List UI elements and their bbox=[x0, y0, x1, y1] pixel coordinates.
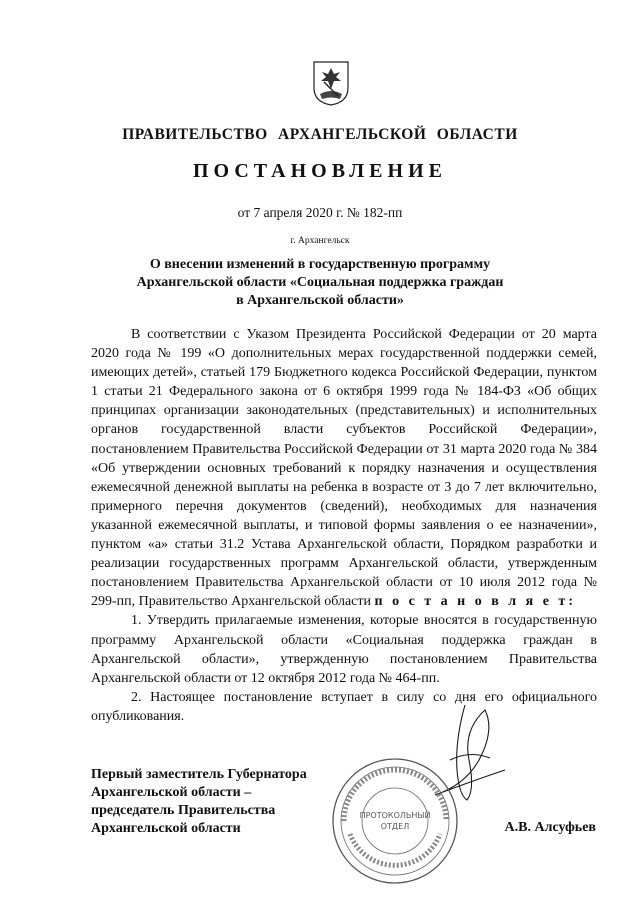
clause-1-paragraph: 1. Утвердить прилагаемые изменения, которые вносятся в государственную программу Архангельской области «Социальная поддержка граждан в Архангельской области», утвержденную постановлением Правительства Архангельской области от 12 октября 2012 года № 464-пп. bbox=[91, 613, 597, 686]
signer-line: Первый заместитель Губернатора bbox=[91, 767, 307, 782]
decree-colon: : bbox=[568, 594, 576, 610]
subject-line: Архангельской области «Социальная поддержка граждан bbox=[136, 275, 504, 290]
document-subject bbox=[0, 256, 640, 310]
subject-line: в Архангельской области» bbox=[236, 293, 404, 308]
preamble-paragraph bbox=[91, 325, 597, 611]
signer-line: председатель Правительства bbox=[91, 803, 276, 818]
document-city: г. Архангельск bbox=[290, 236, 350, 246]
preamble-text: В соответствии с Указом Президента Российской Федерации от 20 марта 2020 года № 199 «О дополнительных мерах государственной поддержки семей, имеющих детей», статьей 179 Бюджетного кодекса Российской Федерации, пунктом 1 статьи 21 Федерального закона от 6 октября 1999 года № 184-ФЗ «Об общих принципах организации законодательных (представительных) и исполнительных органов государственной власти субъектов Российской Федерации», постановлением Правительства Российской Федерации от 31 марта 2020 года № 384 «Об утверждении основных требований к порядку назначения и осуществления ежемесячной денежной выплаты на ребенка в возрасте от 3 до 7 лет включительно, примерного перечня документов (сведений), необходимых для назначения указанной ежемесячной выплаты, и типовой формы заявления о ее назначении», пунктом «а» статьи 31.2 Устава Архангельской области, Порядком разработки и реализации государственных программ Архангельской области, утвержденным постановлением Правительства Архангельской области от 10 июля 2012 года № 299-пп, Правительство Архангельской области bbox=[91, 327, 597, 610]
signer-line: Архангельской области bbox=[91, 821, 241, 836]
document-date-number: от 7 апреля 2020 г. № 182-пп bbox=[237, 205, 403, 220]
official-stamp bbox=[330, 756, 460, 886]
decree-word: п о с т а н о в л я е т bbox=[374, 594, 569, 610]
coat-of-arms-icon bbox=[312, 60, 350, 106]
signer-line: Архангельской области – bbox=[91, 785, 252, 800]
signer-title bbox=[91, 766, 307, 838]
document-type: ПОСТАНОВЛЕНИЕ bbox=[193, 160, 447, 182]
stamp-text: ОТДЕЛ bbox=[380, 822, 410, 831]
clause-2-paragraph: 2. Настоящее постановление вступает в силу со дня его официального опубликования. bbox=[91, 689, 597, 724]
subject-line: О внесении изменений в государственную программу bbox=[149, 257, 491, 272]
signer-name: А.В. Алсуфьев bbox=[504, 820, 596, 835]
document-body bbox=[91, 325, 597, 726]
stamp-text: ПРОТОКОЛЬНЫЙ bbox=[359, 811, 431, 820]
government-title: ПРАВИТЕЛЬСТВО АРХАНГЕЛЬСКОЙ ОБЛАСТИ bbox=[122, 126, 518, 143]
